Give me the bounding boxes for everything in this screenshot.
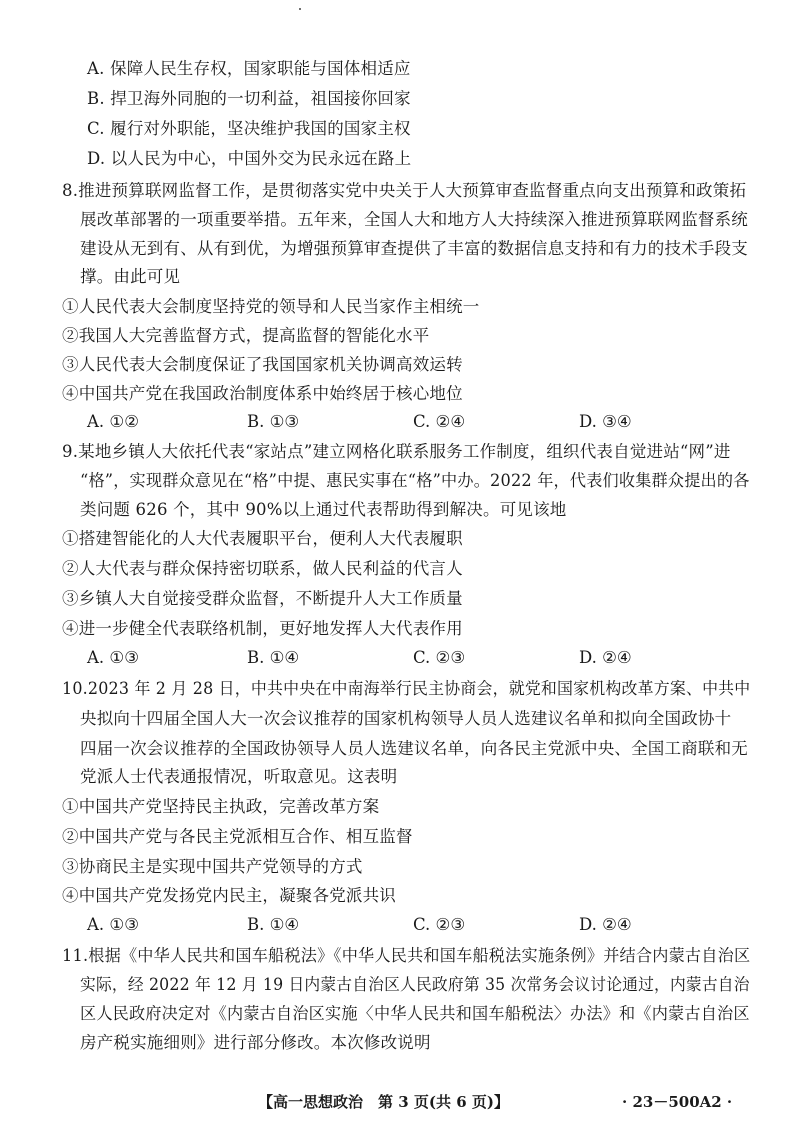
q10-stem-line: 央拟向十四届全国人大一次会议推荐的国家机构领导人员人选建议名单和拟向全国政协十 (80, 709, 732, 728)
q8-choice-c: C. ②④ (413, 412, 466, 431)
q10-choice-a: A. ①③ (87, 915, 139, 934)
q10-statement-3: ③协商民主是实现中国共产党领导的方式 (62, 857, 363, 876)
q9-choice-b: B. ①④ (247, 648, 300, 667)
q9-choice-c: C. ②③ (413, 648, 466, 667)
q10-choice-b: B. ①④ (247, 915, 300, 934)
q9-statement-1: ①搭建智能化的人大代表履职平台，便利人大代表履职 (62, 529, 463, 548)
q10-stem-line: 10.2023 年 2 月 28 日，中共中央在中南海举行民主协商会，就党和国家机构改革方案、中共中 (62, 679, 751, 698)
q11-stem-line: 实际，经 2022 年 12 月 19 日内蒙古自治区人民政府第 35 次常务会议讨论通过，内蒙古自治 (80, 975, 750, 994)
q9-stem-line: “格”，实现群众意见在“格”中提、惠民实事在“格”中办。2022 年，代表们收集群众提出的各 (80, 471, 750, 490)
q10-statement-4: ④中国共产党发扬党内民主，凝聚各党派共识 (62, 886, 396, 905)
q9-statement-3: ③乡镇人大自觉接受群众监督，不断提升人大工作质量 (62, 589, 463, 608)
q8-choice-b: B. ①③ (247, 412, 300, 431)
q9-statement-2: ②人大代表与群众保持密切联系，做人民利益的代言人 (62, 559, 463, 578)
q10-choice-d: D. ②④ (579, 915, 632, 934)
q8-stem-line: 撑。由此可见 (80, 267, 181, 286)
q8-statement-1: ①人民代表大会制度坚持党的领导和人民当家作主相统一 (62, 297, 480, 316)
q7-option-d: D. 以人民为中心，中国外交为民永远在路上 (87, 149, 412, 168)
q10-statement-2: ②中国共产党与各民主党派相互合作、相互监督 (62, 827, 413, 846)
q8-statement-3: ③人民代表大会制度保证了我国国家机关协调高效运转 (62, 355, 463, 374)
q11-stem-line: 区人民政府决定对《内蒙古自治区实施〈中华人民共和国车船税法〉办法》和《内蒙古自治区 (80, 1004, 750, 1023)
q8-choice-d: D. ③④ (579, 412, 632, 431)
q8-choice-a: A. ①② (87, 412, 139, 431)
q9-stem-line: 类问题 626 个，其中 90%以上通过代表帮助得到解决。可见该地 (80, 500, 567, 519)
q8-stem-line: 展改革部署的一项重要举措。五年来，全国人大和地方人大持续深入推进预算联网监督系统 (80, 210, 748, 229)
q9-statement-4: ④进一步健全代表联络机制，更好地发挥人大代表作用 (62, 619, 463, 638)
q8-stem-line: 8.推进预算联网监督工作，是贯彻落实党中央关于人大预算审查监督重点向支出预算和政策拓 (62, 181, 747, 200)
q9-choice-a: A. ①③ (87, 648, 139, 667)
q8-choices (87, 411, 647, 433)
q7-option-a: A. 保障人民生存权，国家职能与国体相适应 (87, 59, 411, 78)
q10-statement-1: ①中国共产党坚持民主执政，完善改革方案 (62, 797, 380, 816)
q11-stem-line: 房产税实施细则》进行部分修改。本次修改说明 (80, 1033, 431, 1052)
q8-stem-line: 建设从无到有、从有到优，为增强预算审查提供了丰富的数据信息支持和有力的技术手段支 (80, 239, 748, 258)
q10-stem-line: 四届一次会议推荐的全国政协领导人员人选建议名单，向各民主党派中央、全国工商联和无 (80, 739, 748, 758)
q8-statement-2: ②我国人大完善监督方式，提高监督的智能化水平 (62, 326, 430, 345)
page-footer-code: · 23－500A2 · (622, 1093, 733, 1111)
q8-statement-4: ④中国共产党在我国政治制度体系中始终居于核心地位 (62, 384, 463, 403)
q11-stem-line: 11.根据《中华人民共和国车船税法》《中华人民共和国车船税法实施条例》并结合内蒙古自治区 (62, 946, 751, 965)
scan-mark (299, 8, 301, 10)
q9-choices (87, 647, 647, 669)
q9-stem-line: 9.某地乡镇人大依托代表“家站点”建立网格化联系服务工作制度，组织代表自觉进站“网”进 (62, 442, 731, 461)
q9-choice-d: D. ②④ (579, 648, 632, 667)
q10-stem-line: 党派人士代表通报情况，听取意见。这表明 (80, 767, 398, 786)
q10-choices (87, 914, 647, 936)
q7-option-c: C. 履行对外职能，坚决维护我国的国家主权 (87, 119, 411, 138)
page-footer-title: 【高一思想政治 第 3 页(共 6 页)】 (258, 1093, 509, 1111)
q10-choice-c: C. ②③ (413, 915, 466, 934)
q7-option-b: B. 捍卫海外同胞的一切利益，祖国接你回家 (87, 89, 411, 108)
